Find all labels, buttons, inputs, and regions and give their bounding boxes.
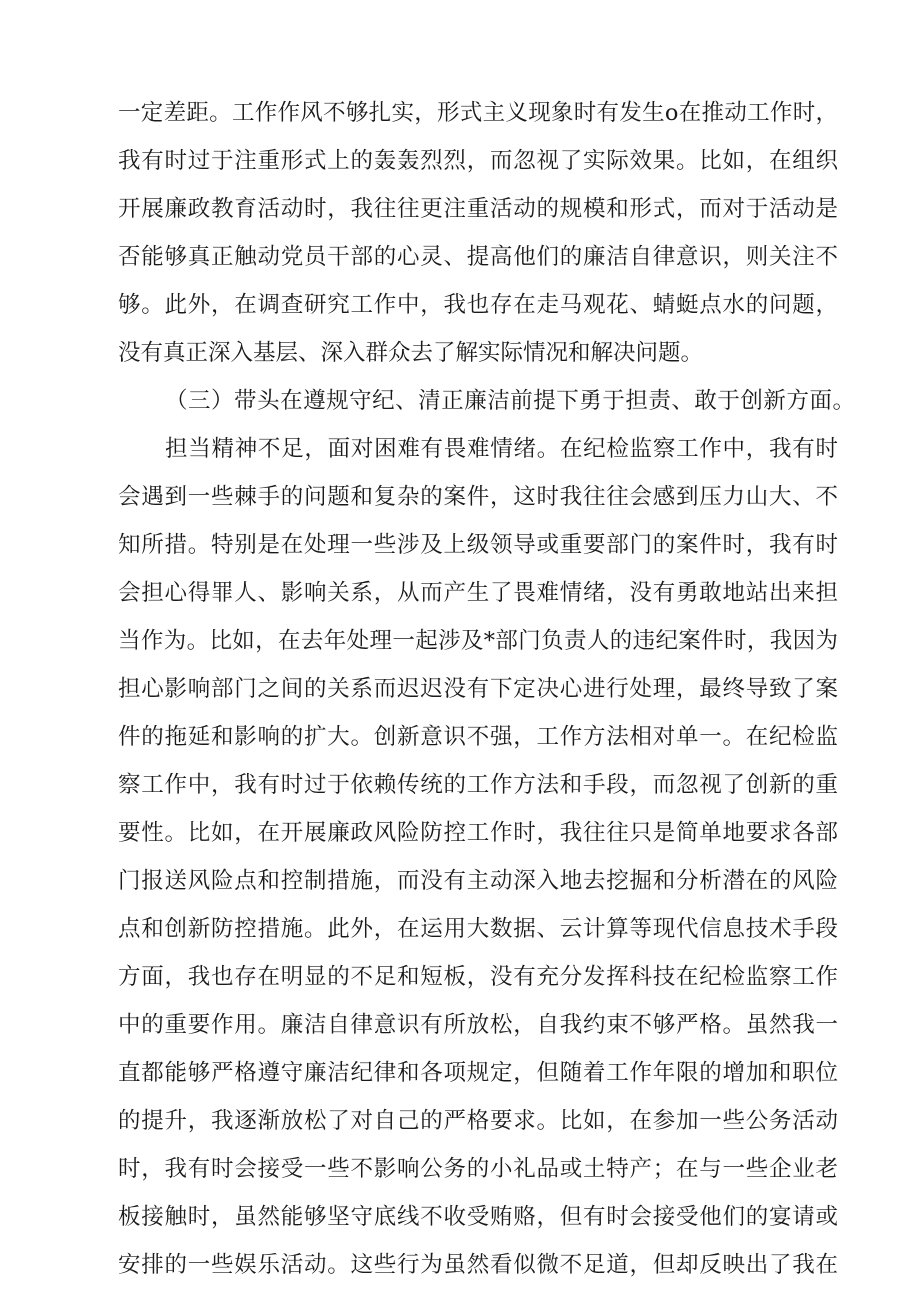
text-line: 的提升，我逐渐放松了对自己的严格要求。比如，在参加一些公务活动	[118, 1108, 838, 1134]
text-line: 件的拖延和影响的扩大。创新意识不强，工作方法相对单一。在纪检监	[118, 724, 838, 750]
text-line: 担心影响部门之间的关系而迟迟没有下定决心进行处理，最终导致了案	[118, 676, 838, 702]
text-line: 否能够真正触动党员干部的心灵、提高他们的廉洁自律意识，则关注不	[118, 244, 838, 270]
text-line: 知所措。特别是在处理一些涉及上级领导或重要部门的案件时，我有时	[118, 532, 838, 558]
text-line: 门报送风险点和控制措施，而没有主动深入地去挖掘和分析潜在的风险	[118, 868, 838, 894]
paragraph-first-line: 担当精神不足，面对困难有畏难情绪。在纪检监察工作中，我有时	[165, 436, 838, 462]
section-heading: （三）带头在遵规守纪、清正廉洁前提下勇于担责、敢于创新方面。	[165, 388, 855, 414]
text-line: 要性。比如，在开展廉政风险防控工作时，我往往只是简单地要求各部	[118, 820, 838, 846]
text-line: 够。此外，在调查研究工作中，我也存在走马观花、蜻蜓点水的问题，	[118, 292, 838, 318]
text-line: 会遇到一些棘手的问题和复杂的案件，这时我往往会感到压力山大、不	[118, 484, 838, 510]
text-line: 一定差距。工作作风不够扎实，形式主义现象时有发生o在推动工作时，	[118, 100, 838, 126]
text-line: 点和创新防控措施。此外，在运用大数据、云计算等现代信息技术手段	[118, 916, 838, 942]
text-line: 我有时过于注重形式上的轰轰烈烈，而忽视了实际效果。比如，在组织	[118, 148, 838, 174]
text-line: 时，我有时会接受一些不影响公务的小礼品或土特产；在与一些企业老	[118, 1156, 838, 1182]
text-line: 中的重要作用。廉洁自律意识有所放松，自我约束不够严格。虽然我一	[118, 1012, 838, 1038]
text-line: 当作为。比如，在去年处理一起涉及*部门负责人的违纪案件时，我因为	[118, 628, 838, 654]
text-line: 没有真正深入基层、深入群众去了解实际情况和解决问题。	[118, 340, 704, 366]
text-line: 板接触时，虽然能够坚守底线不收受贿赂，但有时会接受他们的宴请或	[118, 1204, 838, 1230]
text-line: 会担心得罪人、影响关系，从而产生了畏难情绪，没有勇敢地站出来担	[118, 580, 838, 606]
text-line: 察工作中，我有时过于依赖传统的工作方法和手段，而忽视了创新的重	[118, 772, 838, 798]
text-line: 安排的一些娱乐活动。这些行为虽然看似微不足道，但却反映出了我在	[118, 1252, 838, 1278]
text-line: 直都能够严格遵守廉洁纪律和各项规定，但随着工作年限的增加和职位	[118, 1060, 838, 1086]
text-line: 方面，我也存在明显的不足和短板，没有充分发挥科技在纪检监察工作	[118, 964, 838, 990]
text-line: 开展廉政教育活动时，我往往更注重活动的规模和形式，而对于活动是	[118, 196, 838, 222]
